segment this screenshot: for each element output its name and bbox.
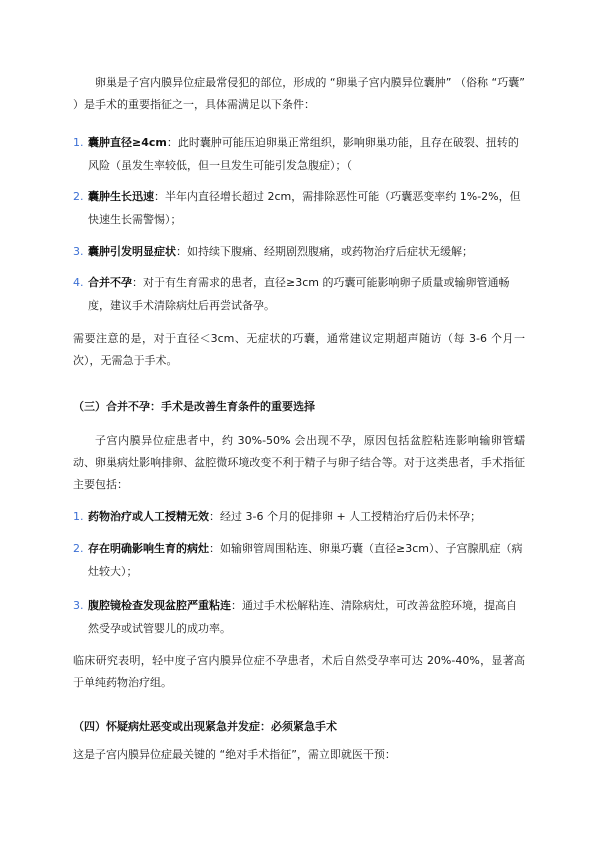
list-item [73, 240, 525, 263]
list-item-title: 腹腔镜检查发现盆腔严重粘连 [88, 599, 231, 612]
list-item-text: ：通过手术松解粘连、清除病灶，可改善盆腔环境，提高自然受孕或试管婴儿的成功率。 [88, 599, 517, 635]
list-number: 3. [73, 245, 84, 258]
list-number: 1. [73, 510, 84, 523]
list-item [73, 594, 525, 640]
list-item-text: ：经过 3-6 个月的促排卵 + 人工授精治疗后仍未怀孕； [209, 510, 482, 523]
note-paragraph: 需要注意的是，对于直径＜3cm、无症状的巧囊，通常建议定期超声随访（每 3-6 个月一次），无需急于手术。 [73, 332, 525, 367]
list-item [73, 185, 525, 231]
list-item [73, 271, 525, 317]
list-item-title: 囊肿直径≥4cm [88, 136, 167, 149]
list-item-title: 存在明确影响生育的病灶 [88, 542, 209, 555]
section-heading: （四）怀疑病灶恶变或出现紧急并发症：必须紧急手术 [73, 720, 337, 733]
list-item-title: 药物治疗或人工授精无效 [88, 510, 209, 523]
list-item-title: 囊肿生长迅速 [88, 190, 154, 203]
list-number: 3. [73, 599, 84, 612]
list-item-title: 合并不孕 [88, 276, 132, 289]
list-item [73, 505, 525, 528]
conclusion-paragraph: 临床研究表明，轻中度子宫内膜异位症不孕患者，术后自然受孕率可达 20%-40%，显著高于单纯药物治疗组。 [73, 654, 525, 689]
list-number: 4. [73, 276, 84, 289]
list-item-text: ：半年内直径增长超过 2cm，需排除恶性可能（巧囊恶变率约 1%-2%，但快速生长需警惕）； [88, 190, 521, 226]
section-intro: 子宫内膜异位症患者中，约 30%-50% 会出现不孕，原因包括盆腔粘连影响输卵管蠕动、卵巢病灶影响排卵、盆腔微环境改变不利于精子与卵子结合等。对于这类患者，手术指征主要包括： [73, 434, 525, 491]
list-number: 2. [73, 542, 84, 555]
list-item [73, 537, 525, 583]
list-item-title: 囊肿引发明显症状 [88, 245, 176, 258]
list-number: 2. [73, 190, 84, 203]
list-item-text: ：如持续下腹痛、经期剧烈腹痛，或药物治疗后症状无缓解； [176, 245, 473, 258]
section-intro: 这是子宫内膜异位症最关键的 “绝对手术指征”，需立即就医干预： [73, 748, 396, 761]
list-item-text: ：此时囊肿可能压迫卵巢正常组织，影响卵巢功能，且存在破裂、扭转的风险（虽发生率较低，但一旦发生可能引发急腹症）；（ [88, 136, 519, 172]
section-heading: （三）合并不孕：手术是改善生育条件的重要选择 [73, 400, 315, 413]
list-number: 1. [73, 136, 84, 149]
list-item-text: ：如输卵管周围粘连、卵巢巧囊（直径≥3cm）、子宫腺肌症（病灶较大）； [88, 542, 523, 578]
list-item-text: ：对于有生育需求的患者，直径≥3cm 的巧囊可能影响卵子质量或输卵管通畅度，建议手术清除病灶后再尝试备孕。 [88, 276, 510, 312]
list-item [73, 131, 525, 177]
intro-paragraph: 卵巢是子宫内膜异位症最常侵犯的部位，形成的 “卵巢子宫内膜异位囊肿” （俗称 “巧囊” ）是手术的重要指征之一，具体需满足以下条件： [73, 76, 525, 111]
